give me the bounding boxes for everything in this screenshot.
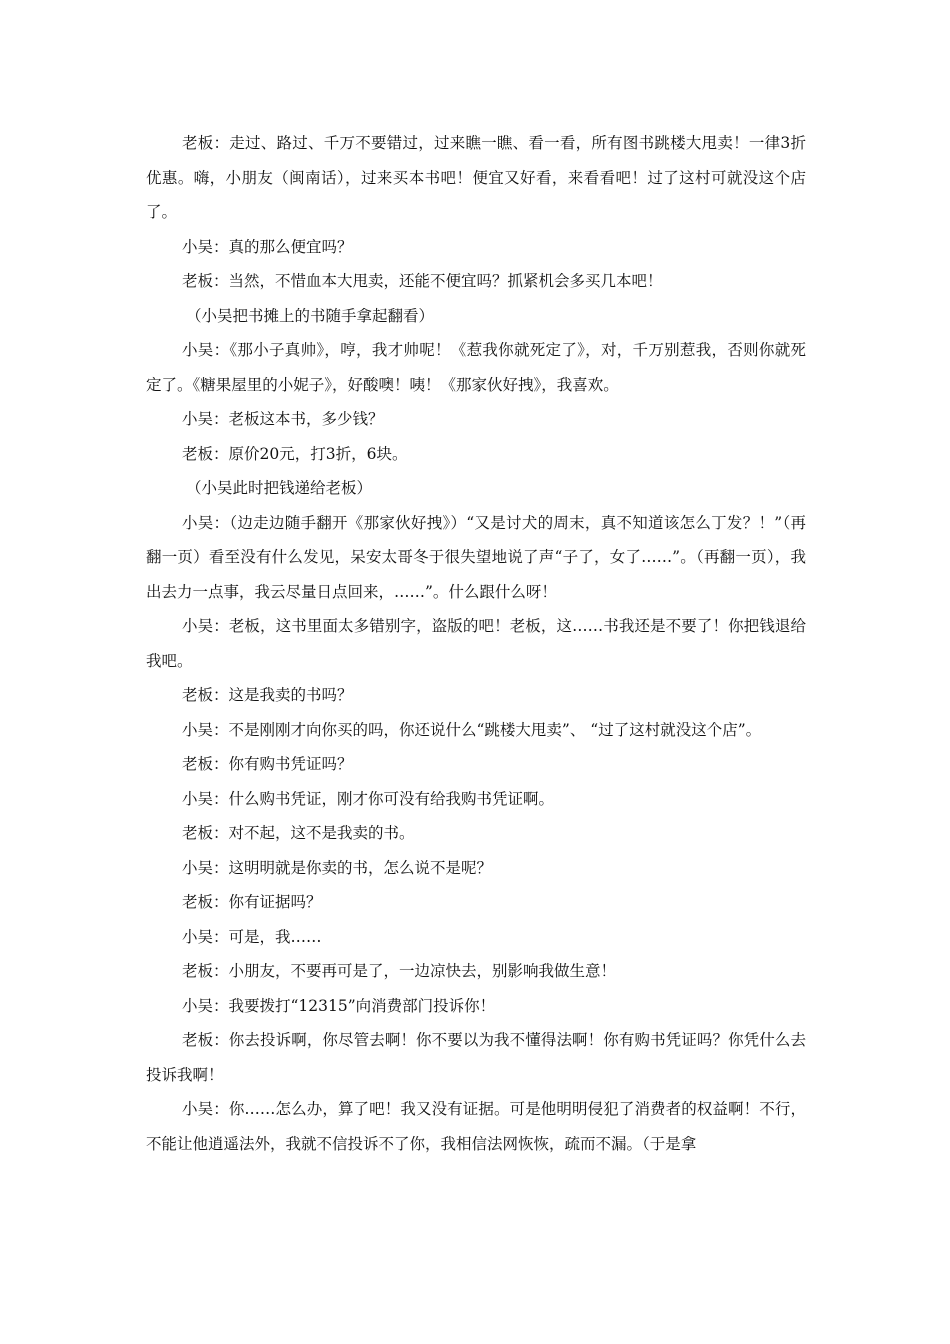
dialogue-line-xiaowu-10: 小吴：我要拨打“12315”向消费部门投诉你！ <box>182 996 496 1015</box>
dialogue-line-xiaowu-2: 小吴：《那小子真帅》，哼，我才帅呢！《惹我你就死定了》，对，千万别惹我，否则你就死定了。《糖果屋里的小妮子》，好酸噢！咦！《那家伙好拽》，我喜欢。 <box>146 341 806 394</box>
dialogue-line-xiaowu-11: 小吴：你……怎么办，算了吧！我又没有证据。可是他明明侵犯了消费者的权益啊！不行，不能让他逍遥法外，我就不信投诉不了你，我相信法网恢恢，疏而不漏。（于是拿 <box>146 1100 806 1153</box>
dialogue-line-boss-6: 老板：对不起，这不是我卖的书。 <box>182 824 415 842</box>
dialogue-line-xiaowu-4: 小吴：（边走边随手翻开《那家伙好拽》）“又是讨犬的周末，真不知道该怎么丁发？！”（再翻一页）看至没有什么发见，呆安太哥冬于很失望地说了声“子了，女了……”。（再翻一页），我出去力一点事，我云尽量日点回来，……”。什么跟什么呀！ <box>146 513 806 601</box>
dialogue-line-boss-3: 老板：原价20元，打3折，6块。 <box>182 444 408 463</box>
stage-direction-1: （小吴把书摊上的书随手拿起翻看） <box>186 306 435 325</box>
dialogue-line-boss-7: 老板：你有证据吗？ <box>182 893 322 911</box>
dialogue-line-xiaowu-6: 小吴：不是刚刚才向你买的吗，你还说什么“跳楼大甩卖”、 “过了这村就没这个店”。 <box>182 720 762 739</box>
dialogue-line-boss-5: 老板：你有购书凭证吗？ <box>182 755 353 773</box>
stage-direction-2: （小吴此时把钱递给老板） <box>186 479 373 497</box>
script-body <box>146 126 806 1161</box>
dialogue-line-xiaowu-1: 小吴：真的那么便宜吗？ <box>182 237 353 256</box>
dialogue-line-xiaowu-5: 小吴：老板，这书里面太多错别字，盗版的吧！老板，这……书我还是不要了！你把钱退给我吧。 <box>146 617 806 670</box>
dialogue-line-xiaowu-9: 小吴：可是，我…… <box>182 927 322 946</box>
dialogue-line-boss-2: 老板：当然，不惜血本大甩卖，还能不便宜吗？抓紧机会多买几本吧！ <box>182 272 663 290</box>
dialogue-line-boss-8: 老板：小朋友，不要再可是了，一边凉快去，别影响我做生意！ <box>182 962 617 980</box>
dialogue-line-boss-1: 老板：走过、路过、千万不要错过，过来瞧一瞧、看一看，所有图书跳楼大甩卖！一律3折优惠。嗨，小朋友（闽南话），过来买本书吧！便宜又好看，来看看吧！过了这村可就没这个店了。 <box>146 134 806 221</box>
dialogue-line-boss-9: 老板：你去投诉啊，你尽管去啊！你不要以为我不懂得法啊！你有购书凭证吗？你凭什么去投诉我啊！ <box>146 1031 806 1084</box>
dialogue-line-boss-4: 老板：这是我卖的书吗？ <box>182 686 353 704</box>
dialogue-line-xiaowu-7: 小吴：什么购书凭证，刚才你可没有给我购书凭证啊。 <box>182 789 555 808</box>
dialogue-line-xiaowu-3: 小吴：老板这本书，多少钱？ <box>182 410 384 428</box>
dialogue-line-xiaowu-8: 小吴：这明明就是你卖的书，怎么说不是呢？ <box>182 858 493 877</box>
